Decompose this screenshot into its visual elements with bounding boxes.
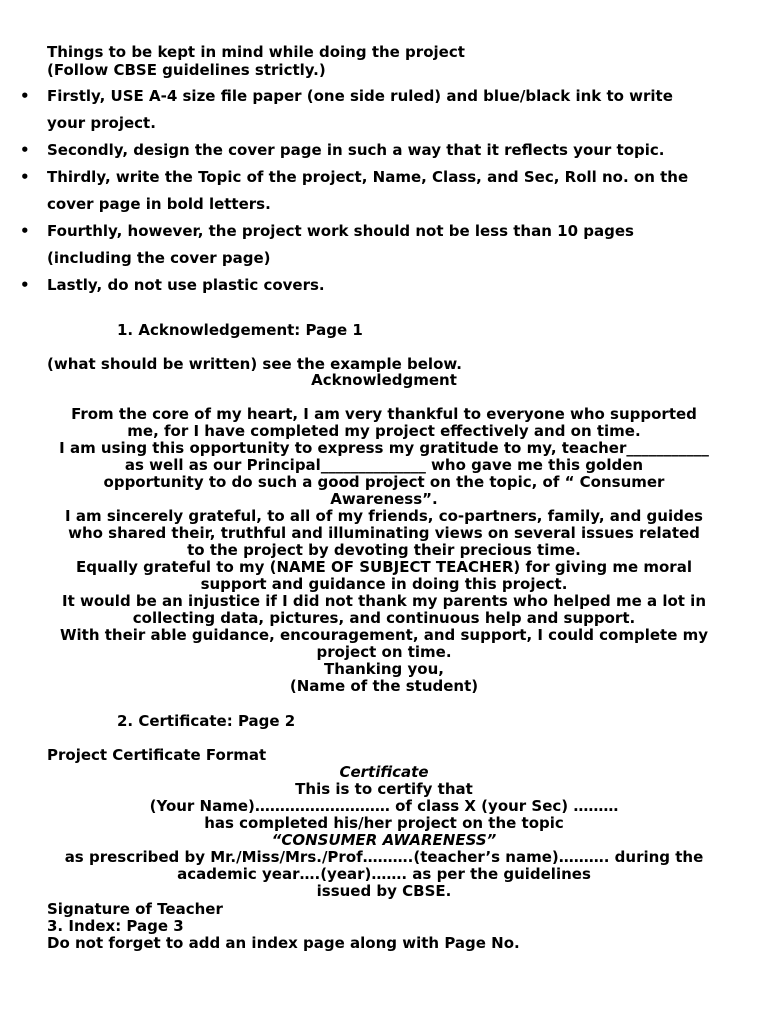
acknowledgment-line: I am sincerely grateful, to all of my friends, co-partners, family, and guides <box>65 507 703 525</box>
bullet-line: Fourthly, however, the project work should not be less than 10 pages <box>47 222 634 240</box>
certificate-line: issued by CBSE. <box>316 882 452 900</box>
certificate-title: Certificate <box>339 763 429 781</box>
section2-heading: 2. Certificate: Page 2 <box>117 712 296 730</box>
bullet-item-paper <box>20 83 727 137</box>
bullet-item-page-count <box>20 218 727 272</box>
bullet-icon: • <box>20 141 30 159</box>
section1-intro: (what should be written) see the example below. <box>47 355 462 373</box>
acknowledgment-line: It would be an injustice if I did not thank my parents who helped me a lot in <box>61 592 706 610</box>
acknowledgment-line: to the project by devoting their precious time. <box>187 541 581 559</box>
bullet-line: Thirdly, write the Topic of the project, Name, Class, and Sec, Roll no. on the <box>47 168 689 186</box>
acknowledgment-line: who shared their, truthful and illuminating views on several issues related <box>68 524 700 542</box>
bullet-line: Firstly, USE A-4 size file paper (one side ruled) and blue/black ink to write <box>47 87 673 105</box>
certificate-line: This is to certify that <box>295 780 473 798</box>
bullet-line: Lastly, do not use plastic covers. <box>47 276 325 294</box>
certificate-line: academic year….(year)……. as per the guidelines <box>177 865 591 883</box>
bullet-icon: • <box>20 87 30 105</box>
header-subtitle: (Follow CBSE guidelines strictly.) <box>47 61 326 79</box>
acknowledgment-line: (Name of the student) <box>289 677 479 695</box>
section3-note: Do not forget to add an index page along with Page No. <box>47 934 520 952</box>
certificate-line: (Your Name)……………………… of class X (your Sec) ……… <box>149 797 619 815</box>
acknowledgment-line: collecting data, pictures, and continuous help and support. <box>132 609 636 627</box>
bullet-line: your project. <box>47 114 156 132</box>
section1-heading: 1. Acknowledgement: Page 1 <box>117 321 363 339</box>
acknowledgment-body <box>40 406 728 695</box>
bullet-icon: • <box>20 276 30 294</box>
acknowledgment-line: Awareness”. <box>330 490 438 508</box>
acknowledgment-line: me, for I have completed my project effectively and on time. <box>127 422 641 440</box>
acknowledgment-line: With their able guidance, encouragement, and support, I could complete my <box>59 626 709 644</box>
bullet-line: (including the cover page) <box>47 249 271 267</box>
certificate-format-label: Project Certificate Format <box>47 746 267 764</box>
acknowledgment-line: Equally grateful to my (NAME OF SUBJECT TEACHER) for giving me moral <box>76 558 692 576</box>
acknowledgment-line: support and guidance in doing this project. <box>200 575 568 593</box>
certificate-line: as prescribed by Mr./Miss/Mrs./Prof……….(teacher’s name)………. during the <box>64 848 704 866</box>
bullet-icon: • <box>20 168 30 186</box>
certificate-body <box>40 781 728 900</box>
header-title: Things to be kept in mind while doing the project <box>47 43 465 61</box>
certificate-topic: “CONSUMER AWARENESS” <box>271 831 497 849</box>
certificate-line: has completed his/her project on the topic <box>204 814 564 832</box>
bullet-item-cover-design <box>20 137 727 164</box>
bullet-item-cover-details <box>20 164 727 218</box>
bullet-icon: • <box>20 222 30 240</box>
acknowledgment-title: Acknowledgment <box>311 371 457 389</box>
acknowledgment-line: Thanking you, <box>324 660 444 678</box>
teacher-signature-label: Signature of Teacher <box>47 900 223 918</box>
bullet-item-covers <box>20 272 727 299</box>
acknowledgment-line: as well as our Principal______________ who gave me this golden <box>124 456 644 474</box>
bullet-line: cover page in bold letters. <box>47 195 271 213</box>
acknowledgment-line: opportunity to do such a good project on the topic, of “ Consumer <box>103 473 665 491</box>
bullet-line: Secondly, design the cover page in such a way that it reflects your topic. <box>47 141 665 159</box>
acknowledgment-line: From the core of my heart, I am very thankful to everyone who supported <box>71 405 697 423</box>
acknowledgment-line: project on time. <box>316 643 452 661</box>
section3-heading: 3. Index: Page 3 <box>47 917 184 935</box>
acknowledgment-line: I am using this opportunity to express my gratitude to my, teacher___________ <box>59 439 709 457</box>
